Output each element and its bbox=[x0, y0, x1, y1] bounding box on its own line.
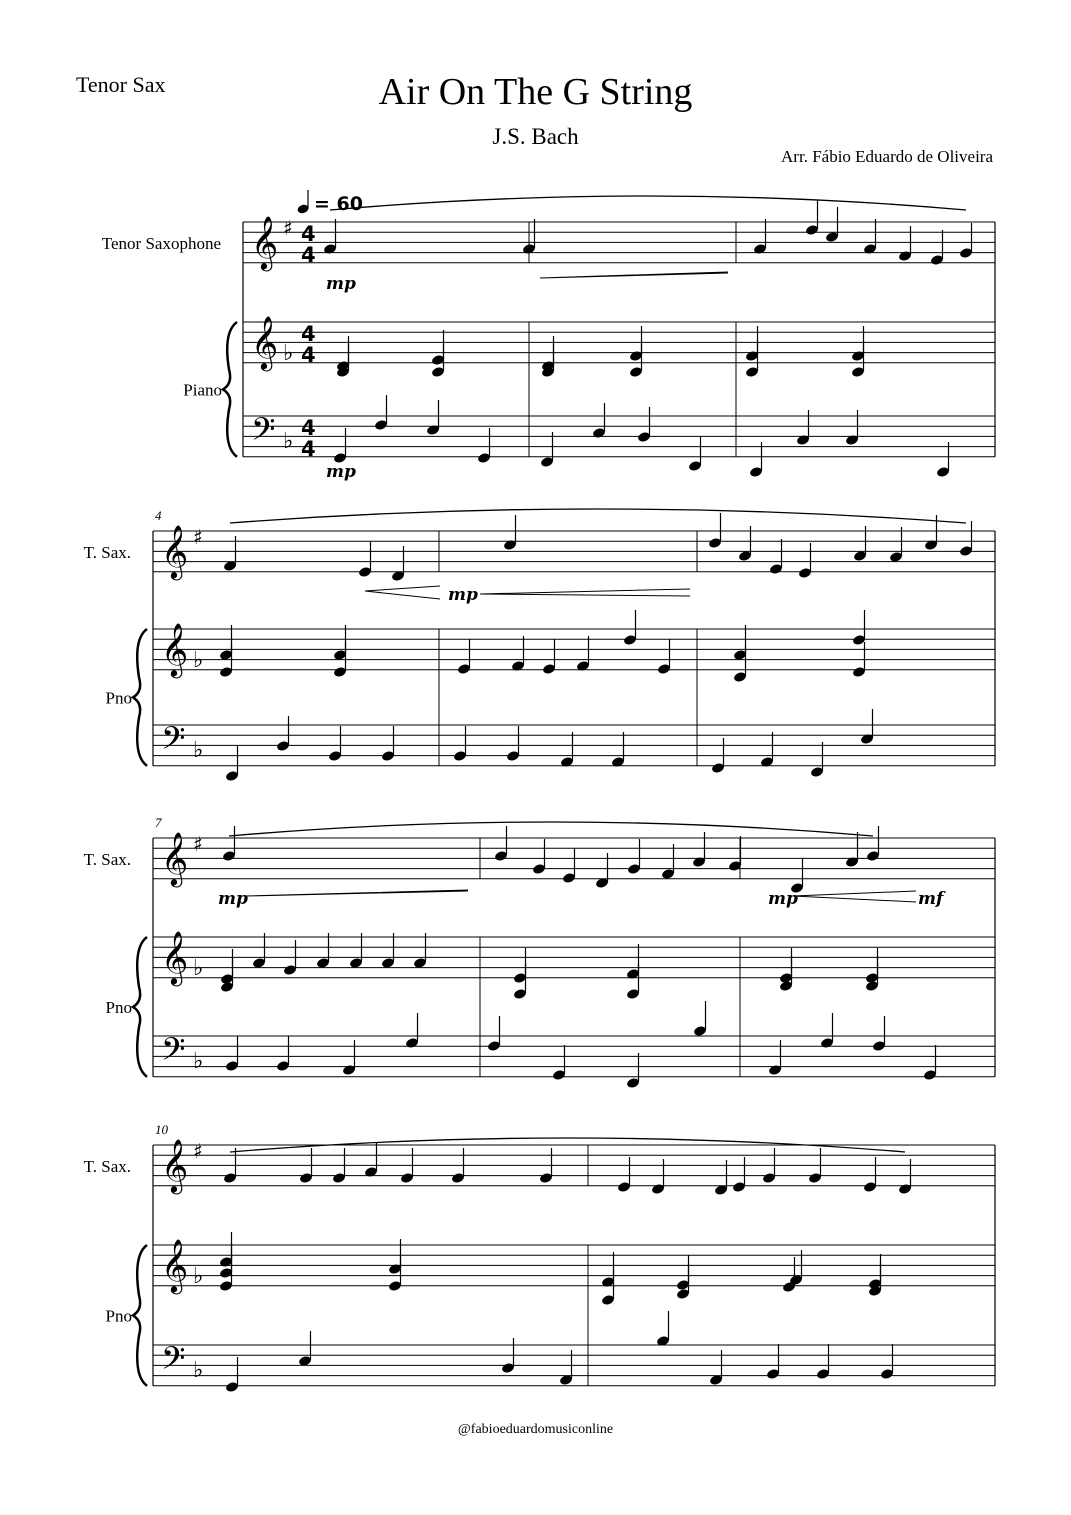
dynamic-marking: mp bbox=[768, 889, 798, 909]
sax-instrument-label: T. Sax. bbox=[83, 1157, 131, 1176]
sharp-key-signature-icon: ♯ bbox=[193, 832, 203, 856]
part-name: Tenor Sax bbox=[76, 72, 166, 97]
treble-clef-icon: 𝄞 bbox=[161, 831, 189, 885]
treble-clef-icon: 𝄞 bbox=[161, 1238, 189, 1292]
measure-number: 7 bbox=[155, 815, 162, 830]
bass-clef-icon: 𝄢 bbox=[161, 1340, 186, 1384]
dynamic-marking: mp bbox=[326, 462, 356, 482]
piano-instrument-label: Pno bbox=[105, 1306, 132, 1326]
time-signature-bottom: 4 bbox=[301, 437, 316, 461]
hairpin bbox=[246, 890, 468, 896]
time-signature-bottom: 4 bbox=[301, 243, 316, 267]
flat-key-signature-icon: ♭ bbox=[283, 429, 294, 454]
time-signature-bottom: 4 bbox=[301, 343, 316, 367]
footer-credit: @fabioeduardomusiconline bbox=[457, 1422, 614, 1437]
flat-key-signature-icon: ♭ bbox=[283, 341, 294, 366]
slur bbox=[229, 822, 873, 836]
dynamic-marking: mf bbox=[918, 889, 944, 909]
sax-instrument-label: T. Sax. bbox=[83, 850, 131, 869]
treble-clef-icon: 𝄞 bbox=[251, 215, 279, 269]
dynamic-marking: mp bbox=[448, 585, 478, 605]
piano-instrument-label: Pno bbox=[105, 997, 132, 1017]
hairpin bbox=[365, 586, 440, 599]
piano-brace-icon bbox=[133, 937, 147, 1077]
piano-brace-icon bbox=[223, 322, 237, 457]
piano-instrument-label: Piano bbox=[183, 380, 222, 400]
score-title: Air On The G String bbox=[378, 71, 693, 113]
dynamic-marking: mp bbox=[218, 889, 248, 909]
treble-clef-icon: 𝄞 bbox=[161, 524, 189, 578]
composer: J.S. Bach bbox=[492, 124, 579, 149]
time-signature-top: 4 bbox=[301, 222, 316, 246]
bass-clef-icon: 𝄢 bbox=[161, 720, 186, 764]
slur bbox=[330, 196, 966, 210]
sax-instrument-label: T. Sax. bbox=[83, 543, 131, 562]
flat-key-signature-icon: ♭ bbox=[193, 648, 204, 673]
piano-instrument-label: Pno bbox=[105, 688, 132, 708]
hairpin bbox=[540, 272, 728, 278]
arranger: Arr. Fábio Eduardo de Oliveira bbox=[781, 147, 993, 166]
time-signature-top: 4 bbox=[301, 322, 316, 346]
treble-clef-icon: 𝄞 bbox=[161, 622, 189, 676]
bass-clef-icon: 𝄢 bbox=[161, 1031, 186, 1075]
slur bbox=[230, 509, 966, 523]
piano-brace-icon bbox=[133, 629, 147, 766]
flat-key-signature-icon: ♭ bbox=[193, 1049, 204, 1074]
dynamic-marking: mp bbox=[326, 274, 356, 294]
hairpin bbox=[480, 589, 690, 596]
flat-key-signature-icon: ♭ bbox=[193, 956, 204, 981]
sax-instrument-label: Tenor Saxophone bbox=[101, 234, 221, 253]
sharp-key-signature-icon: ♯ bbox=[283, 216, 293, 240]
piano-brace-icon bbox=[133, 1245, 147, 1386]
flat-key-signature-icon: ♭ bbox=[193, 738, 204, 763]
flat-key-signature-icon: ♭ bbox=[193, 1358, 204, 1383]
tempo-marking: = 60 bbox=[314, 193, 363, 215]
sharp-key-signature-icon: ♯ bbox=[193, 1139, 203, 1163]
hairpin bbox=[793, 891, 916, 902]
time-signature-top: 4 bbox=[301, 416, 316, 440]
measure-number: 4 bbox=[155, 508, 162, 523]
bass-clef-icon: 𝄢 bbox=[251, 411, 276, 455]
treble-clef-icon: 𝄞 bbox=[161, 1138, 189, 1192]
flat-key-signature-icon: ♭ bbox=[193, 1264, 204, 1289]
sharp-key-signature-icon: ♯ bbox=[193, 525, 203, 549]
measure-number: 10 bbox=[155, 1122, 168, 1137]
treble-clef-icon: 𝄞 bbox=[251, 315, 279, 369]
treble-clef-icon: 𝄞 bbox=[161, 930, 189, 984]
